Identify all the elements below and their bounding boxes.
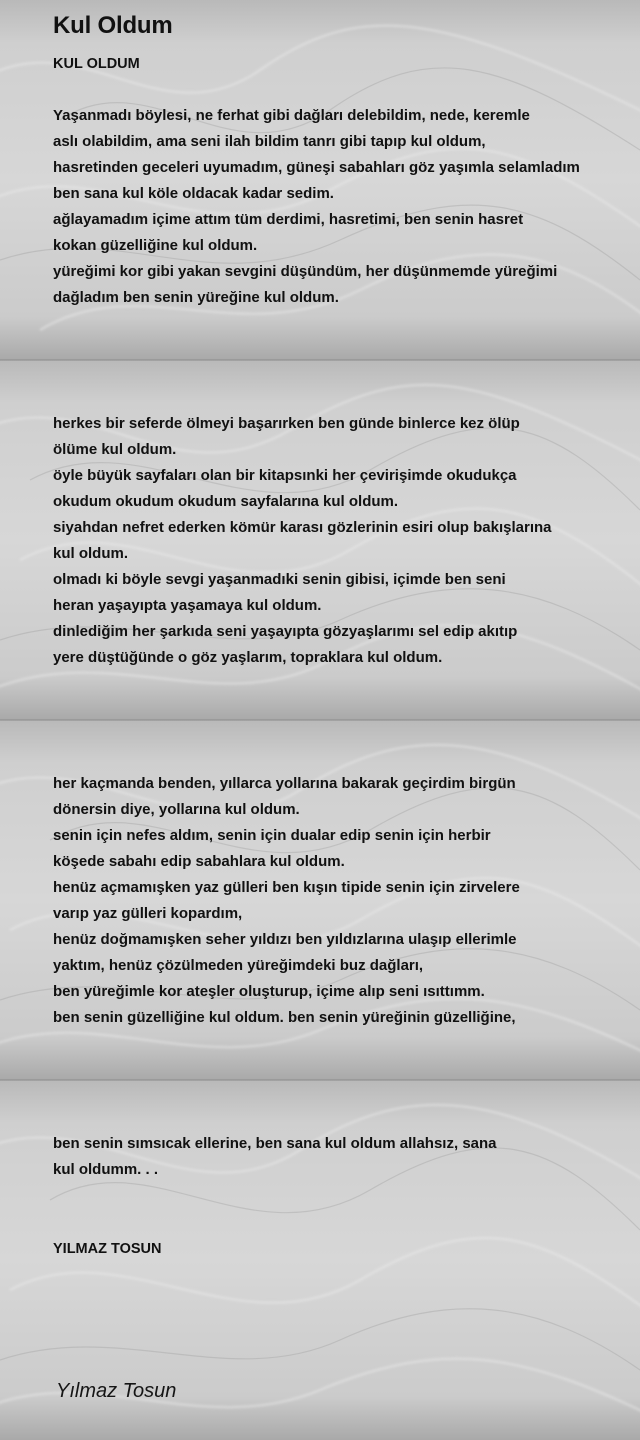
poem-line: aslı olabildim, ama seni ilah bildim tanrı gibi tapıp kul oldum,	[53, 133, 486, 150]
poem-subtitle: KUL OLDUM	[53, 56, 140, 72]
poem-line: köşede sabahı edip sabahlara kul oldum.	[53, 853, 345, 870]
poem-line: dönersin diye, yollarına kul oldum.	[53, 801, 300, 818]
poem-line: ben senin güzelliğine kul oldum. ben senin yüreğinin güzelliğine,	[53, 1009, 516, 1026]
poem-line: yaktım, henüz çözülmeden yüreğimdeki buz dağları,	[53, 957, 424, 974]
poem-line: herkes bir seferde ölmeyi başarırken ben günde binlerce kez ölüp	[53, 415, 520, 432]
stanza-4	[53, 1131, 633, 1183]
poem-line: kul oldumm. . .	[53, 1161, 159, 1178]
poem-line: ağlayamadım içime attım tüm derdimi, hasretimi, ben senin hasret	[53, 211, 524, 228]
poem-line: öyle büyük sayfaları olan bir kitapsınki her çevirişimde okudukça	[53, 467, 517, 484]
poem-line: yere düştüğünde o göz yaşlarım, topraklara kul oldum.	[53, 649, 443, 666]
poem-line: siyahdan nefret ederken kömür karası gözlerinin esiri olup bakışlarına	[53, 519, 552, 536]
poem-line: henüz doğmamışken seher yıldızı ben yıldızlarına ulaşıp ellerimle	[53, 931, 517, 948]
poem-author: YILMAZ TOSUN	[53, 1241, 162, 1257]
stanza-2	[53, 411, 633, 671]
poem-line: henüz açmamışken yaz gülleri ben kışın tipide senin için zirvelere	[53, 879, 520, 896]
poem-line: ölüme kul oldum.	[53, 441, 177, 458]
poem-line: heran yaşayıpta yaşamaya kul oldum.	[53, 597, 322, 614]
poem-line: ben senin sımsıcak ellerine, ben sana kul oldum allahsız, sana	[53, 1135, 497, 1152]
poem-line: olmadı ki böyle sevgi yaşanmadıki senin gibisi, içimde ben seni	[53, 571, 506, 588]
poem-title: Kul Oldum	[53, 12, 173, 39]
stanza-3	[53, 771, 633, 1031]
poem-line: dağladım ben senin yüreğine kul oldum.	[53, 289, 339, 306]
poem-line: senin için nefes aldım, senin için dualar edip senin için herbir	[53, 827, 491, 844]
poem-line: kul oldum.	[53, 545, 128, 562]
poem-line: yüreğimi kor gibi yakan sevgini düşündüm, her düşünmemde yüreğimi	[53, 263, 558, 280]
poem-line: varıp yaz gülleri kopardım,	[53, 905, 243, 922]
author-signature: Yılmaz Tosun	[56, 1380, 177, 1402]
poem-line: her kaçmanda benden, yıllarca yollarına bakarak geçirdim birgün	[53, 775, 516, 792]
poem-line: kokan güzelliğine kul oldum.	[53, 237, 258, 254]
poem-line: Yaşanmadı böylesi, ne ferhat gibi dağları delebildim, nede, keremle	[53, 107, 530, 124]
poem-line: okudum okudum okudum sayfalarına kul oldum.	[53, 493, 399, 510]
poem-line: dinlediğim her şarkıda seni yaşayıpta gözyaşlarımı sel edip akıtıp	[53, 623, 518, 640]
poem-line: ben sana kul köle oldacak kadar sedim.	[53, 185, 334, 202]
poem-line: hasretinden geceleri uyumadım, güneşi sabahları göz yaşımla selamladım	[53, 159, 580, 176]
poem-line: ben yüreğimle kor ateşler oluşturup, içime alıp seni ısıttımm.	[53, 983, 485, 1000]
stanza-1	[53, 103, 633, 311]
